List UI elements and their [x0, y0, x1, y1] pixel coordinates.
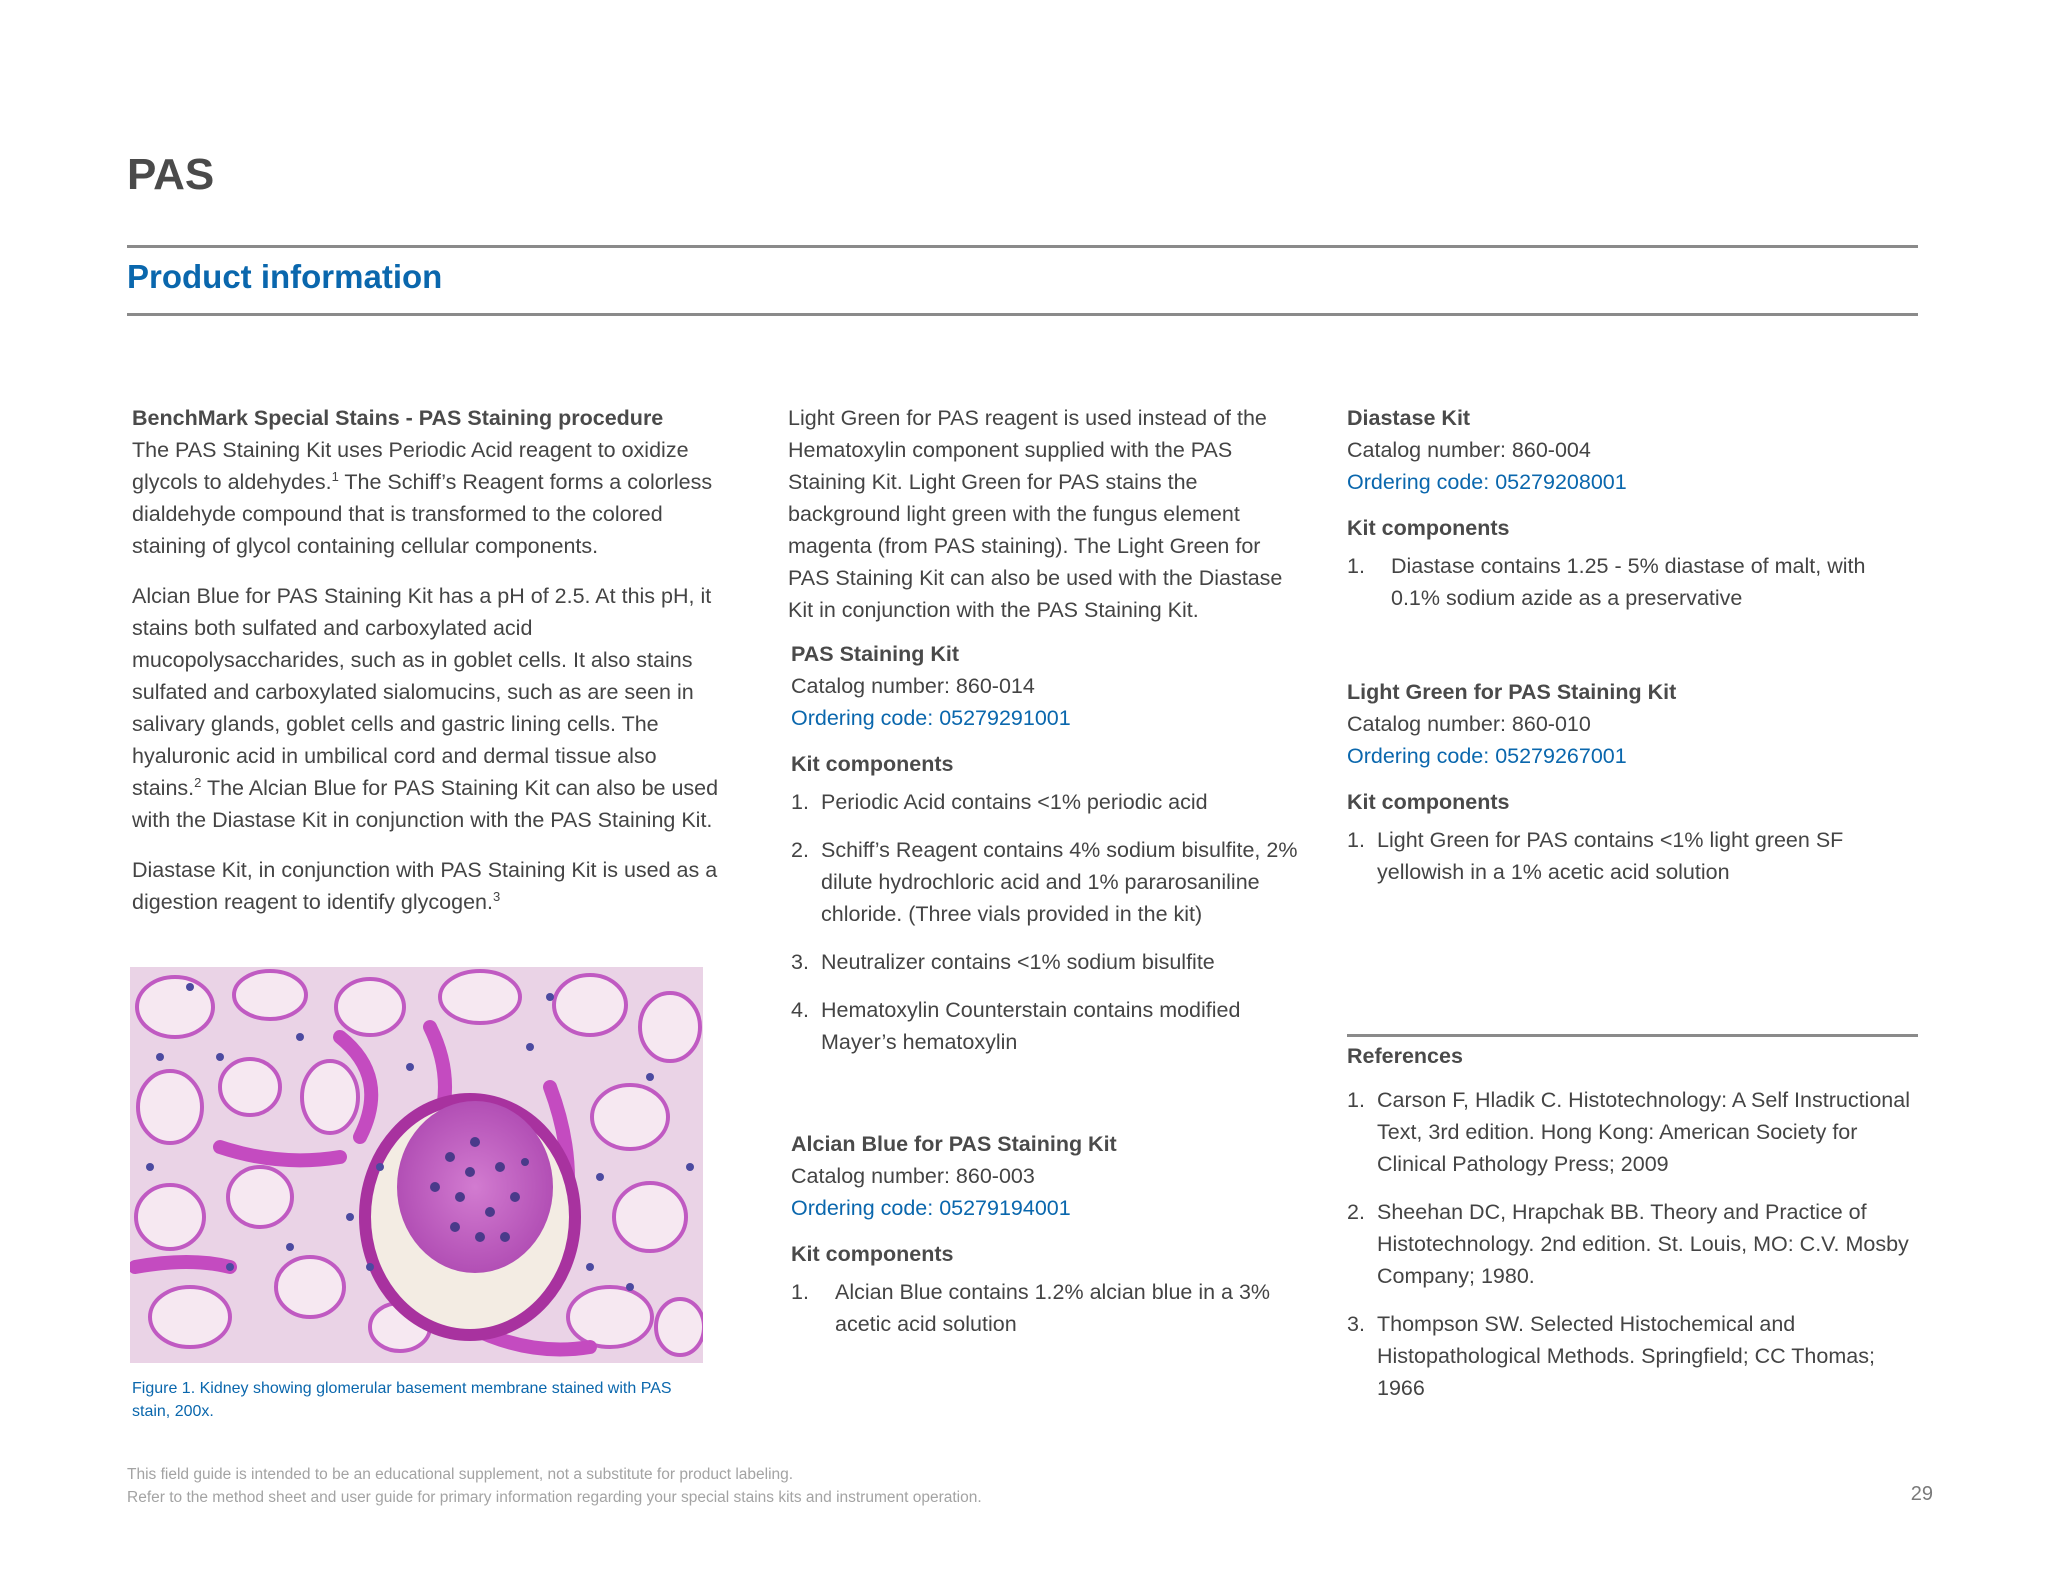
- diastase-paragraph: Diastase Kit, in conjunction with PAS Staining Kit is used as a digestion reagent to identify glycogen.$^3$: [132, 858, 718, 914]
- page-number: 29: [1910, 1483, 1933, 1505]
- diastase-kit-catalog: Catalog number: 860-004: [1347, 438, 1591, 462]
- diastase-kit-components-list: [1347, 550, 1917, 614]
- list-item: 1. Periodic Acid contains <1% periodic acid: [791, 790, 1208, 814]
- column-left: [132, 402, 722, 936]
- list-item: 2. Sheehan DC, Hrapchak BB. Theory and Practice of Histotechnology. 2nd edition. St. Louis, MO: C.V. Mosby Company; 1980.: [1347, 1200, 1909, 1288]
- list-item: 1. Alcian Blue contains 1.2% alcian blue in a 3% acetic acid solution: [791, 1280, 1271, 1336]
- diastase-kit-block: [1347, 402, 1917, 614]
- header-rule-bottom: [127, 313, 1918, 316]
- alcian-blue-kit-block: [788, 1128, 1298, 1340]
- list-item: 1. Carson F, Hladik C. Histotechnology: A Self Instructional Text, 3rd edition. Hong Kong: American Society for Clinical Pathology Press; 2009: [1347, 1088, 1910, 1176]
- alcian-kit-components-title: Kit components: [791, 1242, 954, 1266]
- diastase-kit-title: Diastase Kit: [1347, 406, 1471, 430]
- footer-line-1: This field guide is intended to be an educational supplement, not a substitute for product labeling.: [127, 1466, 794, 1483]
- footer-disclaimer: [127, 1463, 982, 1509]
- page-title: PAS: [127, 150, 215, 199]
- list-item: 4. Hematoxylin Counterstain contains modified Mayer’s hematoxylin: [791, 998, 1241, 1054]
- intro-paragraph: The PAS Staining Kit uses Periodic Acid reagent to oxidize glycols to aldehydes.$^1$ The Schiff’s Reagent forms a colorless dialdehyde compound that is transformed to the colored staining of glycol containing cellular components.: [132, 438, 713, 558]
- alcian-kit-ordering-code: Ordering code: 05279194001: [791, 1196, 1071, 1220]
- pas-kit-catalog: Catalog number: 860-014: [791, 674, 1035, 698]
- light-green-kit-catalog: Catalog number: 860-010: [1347, 712, 1591, 736]
- pas-kit-components-list: [791, 786, 1298, 1058]
- header-rule-top: [127, 245, 1918, 248]
- column-middle: [788, 402, 1298, 1356]
- alcian-kit-catalog: Catalog number: 860-003: [791, 1164, 1035, 1188]
- references-title: References: [1347, 1044, 1463, 1068]
- list-item: 1. Diastase contains 1.25 - 5% diastase of malt, with 0.1% sodium azide as a preservative: [1347, 554, 1866, 610]
- figure-caption: Figure 1. Kidney showing glomerular basement membrane stained with PAS stain, 200x.: [132, 1380, 672, 1420]
- light-green-intro: Light Green for PAS reagent is used instead of the Hematoxylin component supplied with the PAS Staining Kit. Light Green for PAS stains the background light green with the fungus element magenta (from PAS staining). The Light Green for PAS Staining Kit can also be used with the Diastase Kit in conjunction with the PAS Staining Kit.: [788, 406, 1283, 622]
- column-right: [1347, 402, 1917, 904]
- pas-kit-components-title: Kit components: [791, 752, 954, 776]
- diastase-kit-components-title: Kit components: [1347, 516, 1510, 540]
- light-green-kit-components-title: Kit components: [1347, 790, 1510, 814]
- alcian-kit-title: Alcian Blue for PAS Staining Kit: [791, 1132, 1117, 1156]
- light-green-kit-ordering-code: Ordering code: 05279267001: [1347, 744, 1627, 768]
- section-title: Product information: [127, 258, 443, 295]
- pas-kit-ordering-code: Ordering code: 05279291001: [791, 706, 1071, 730]
- list-item: 1. Light Green for PAS contains <1% light green SF yellowish in a 1% acetic acid solution: [1347, 828, 1844, 884]
- light-green-kit-title: Light Green for PAS Staining Kit: [1347, 680, 1677, 704]
- references-list: [1347, 1084, 1922, 1404]
- list-item: 2. Schiff’s Reagent contains 4% sodium bisulfite, 2% dilute hydrochloric acid and 1% pararosaniline chloride. (Three vials provided in the kit): [791, 838, 1298, 926]
- list-item: 3. Thompson SW. Selected Histochemical and Histopathological Methods. Springfield; CC Thomas; 1966: [1347, 1312, 1875, 1400]
- light-green-kit-components-list: [1347, 824, 1917, 888]
- alcian-paragraph: Alcian Blue for PAS Staining Kit has a pH of 2.5. At this pH, it stains both sulfated and carboxylated acid mucopolysaccharides, such as in goblet cells. It also stains sulfated and carboxylated sialomucins, such as are seen in salivary glands, goblet cells and gastric lining cells. The hyaluronic acid in umbilical cord and dermal tissue also stains.$^2$ The Alcian Blue for PAS Staining Kit can also be used with the Diastase Kit in conjunction with the PAS Staining Kit.: [132, 584, 719, 832]
- list-item: 3. Neutralizer contains <1% sodium bisulfite: [791, 950, 1215, 974]
- references-block: [1347, 1040, 1922, 1420]
- light-green-kit-block: [1347, 676, 1917, 888]
- references-rule: [1347, 1034, 1918, 1037]
- pas-staining-kit-block: [788, 638, 1298, 1058]
- footer-line-2: Refer to the method sheet and user guide for primary information regarding your special stains kits and instrument operation.: [127, 1489, 982, 1506]
- procedure-heading: BenchMark Special Stains - PAS Staining procedure: [132, 406, 664, 430]
- diastase-kit-ordering-code: Ordering code: 05279208001: [1347, 470, 1627, 494]
- pas-kit-title: PAS Staining Kit: [791, 642, 960, 666]
- alcian-kit-components-list: [791, 1276, 1298, 1340]
- kidney-histology-image: [130, 967, 703, 1363]
